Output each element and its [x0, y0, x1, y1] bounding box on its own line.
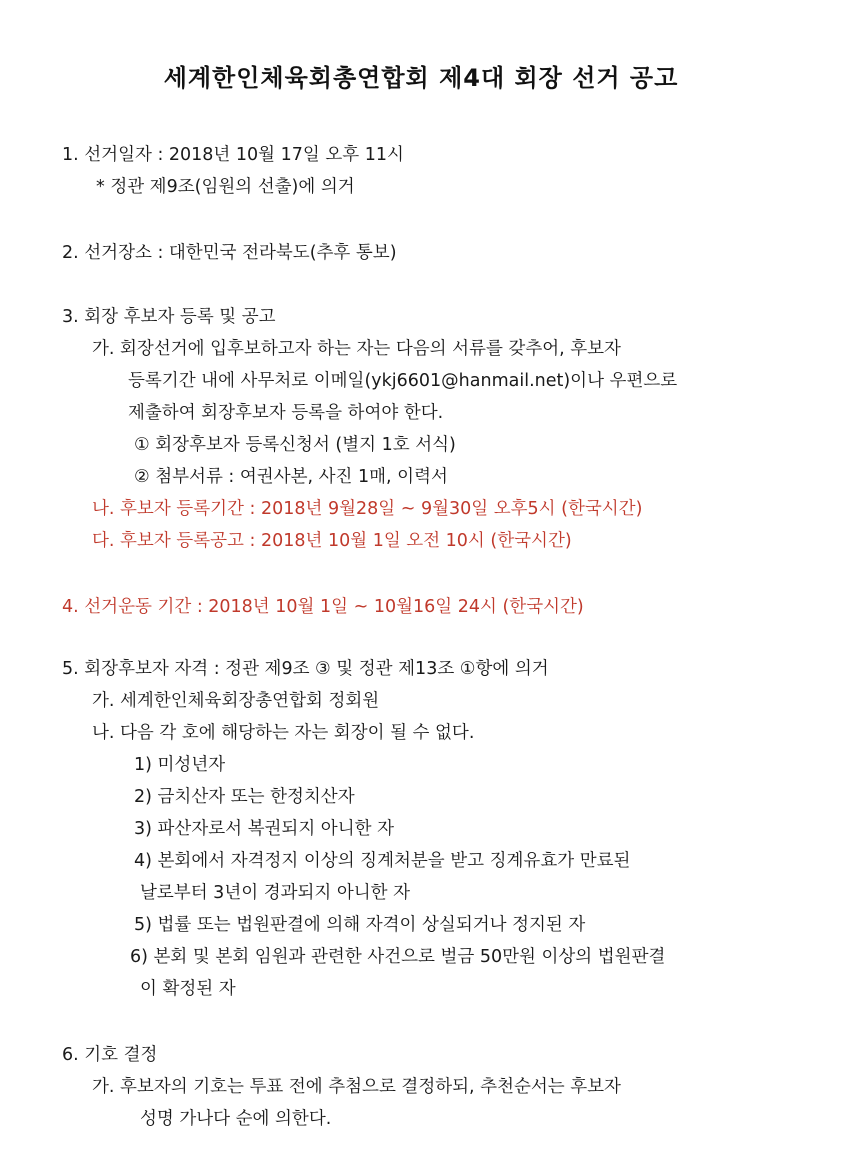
- section-1-heading: 1. 선거일자 : 2018년 10월 17일 오후 11시: [62, 145, 404, 165]
- section-3-da-registration-notice: 다. 후보자 등록공고 : 2018년 10월 1일 오전 10시 (한국시간): [92, 531, 572, 551]
- section-5-item-1: 1) 미성년자: [134, 755, 226, 775]
- section-5-item-4-line1: 4) 본회에서 자격정지 이상의 징계처분을 받고 징계유효가 만료된: [134, 851, 631, 871]
- section-6-heading: 6. 기호 결정: [62, 1045, 158, 1065]
- section-6-ga-line1: 가. 후보자의 기호는 투표 전에 추첨으로 결정하되, 추천순서는 후보자: [92, 1077, 621, 1097]
- section-3-item-2: ② 첨부서류 : 여권사본, 사진 1매, 이력서: [134, 467, 448, 487]
- section-3-ga-line2: 등록기간 내에 사무처로 이메일(ykj6601@hanmail.net)이나 우편으로: [128, 371, 678, 391]
- section-5-item-4-line2: 날로부터 3년이 경과되지 아니한 자: [140, 883, 411, 903]
- section-6-ga-line2: 성명 가나다 순에 의한다.: [140, 1109, 332, 1129]
- section-5-ga: 가. 세계한인체육회장총연합회 정회원: [92, 691, 380, 711]
- section-5-na: 나. 다음 각 호에 해당하는 자는 회장이 될 수 없다.: [92, 723, 475, 743]
- section-5-item-3: 3) 파산자로서 복권되지 아니한 자: [134, 819, 394, 839]
- section-5-item-2: 2) 금치산자 또는 한정치산자: [134, 787, 355, 807]
- section-4-heading: 4. 선거운동 기간 : 2018년 10월 1일 ~ 10월16일 24시 (한국시간): [62, 597, 584, 617]
- page-title: 세계한인체육회총연합회 제4대 회장 선거 공고: [163, 64, 679, 92]
- section-5-item-6-line2: 이 확정된 자: [140, 979, 236, 999]
- section-5-heading: 5. 회장후보자 자격 : 정관 제9조 ③ 및 정관 제13조 ①항에 의거: [62, 659, 549, 679]
- section-1-note: * 정관 제9조(임원의 선출)에 의거: [96, 177, 355, 197]
- section-3-ga-line3: 제출하여 회장후보자 등록을 하여야 한다.: [128, 403, 444, 423]
- section-3-item-1: ① 회장후보자 등록신청서 (별지 1호 서식): [134, 435, 456, 455]
- section-5-item-6-line1: 6) 본회 및 본회 임원과 관련한 사건으로 벌금 50만원 이상의 법원판결: [130, 947, 666, 967]
- section-3-na-registration-period: 나. 후보자 등록기간 : 2018년 9월28일 ~ 9월30일 오후5시 (한국시간): [92, 499, 643, 519]
- section-5-item-5: 5) 법률 또는 법원판결에 의해 자격이 상실되거나 정지된 자: [134, 915, 586, 935]
- section-3-ga-line1: 가. 회장선거에 입후보하고자 하는 자는 다음의 서류를 갖추어, 후보자: [92, 339, 621, 359]
- section-2-heading: 2. 선거장소 : 대한민국 전라북도(추후 통보): [62, 243, 397, 263]
- section-3-heading: 3. 회장 후보자 등록 및 공고: [62, 307, 276, 327]
